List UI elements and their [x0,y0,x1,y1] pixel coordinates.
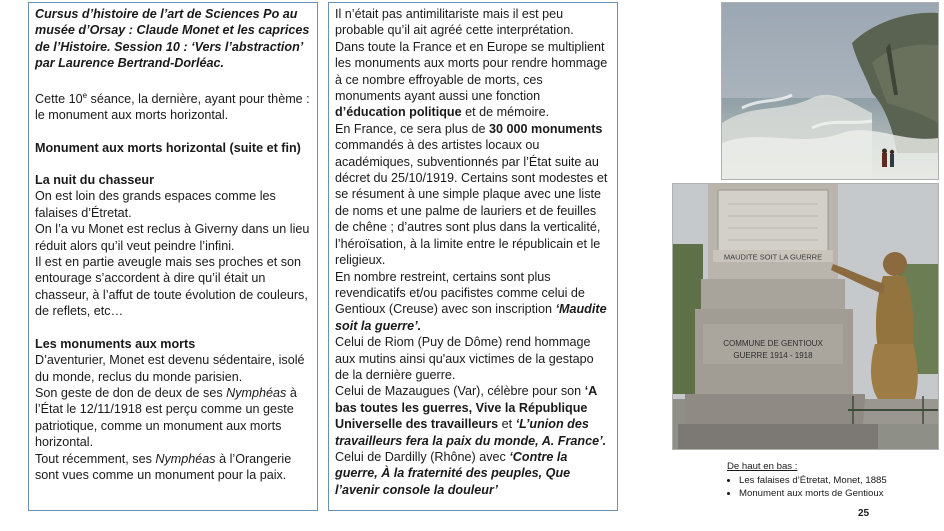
etretat-painting-image [721,2,939,180]
paragraph-france-count: En France, ce sera plus de 30 000 monuments commandés à des artistes locaux ou académiques, subventionnés par l’État suite au décret du 25/10/1919. Certains sont modestes et se résument à une simple plaque avec une liste de noms et une palme de lauriers et de feuilles de chêne ; d’autres sont plus dans la verticalité, l’héroïsation, à la limite entre le républicain et le religieux. [335,121,608,268]
paragraph-donation: Son geste de don de deux de ses Nymphéas à l’État le 12/11/1918 est perçu comme un geste patriotique, comme un monument aux morts horizontal. [35,385,297,450]
caption-item-gentioux: • Monument aux morts de Gentioux [739,487,939,500]
monument-dates-inscription: GUERRE 1914 - 1918 [733,351,813,360]
paragraph-sedentary: D’aventurier, Monet est devenu sédentaire, isolé du monde, reclus du monde parisien. [35,353,305,384]
left-text-column [28,2,318,511]
image-caption [727,460,939,500]
gentioux-monument-svg [673,184,938,449]
section-heading-hunter: La nuit du chasseur [35,173,154,188]
paragraph-dardilly: Celui de Dardilly (Rhône) avec ‘Contre la guerre, À la fraternité des peuples, Que l’avenir console la douleur’ [335,449,571,497]
session-title: Cursus d’histoire de l’art de Sciences Po au musée d’Orsay : Claude Monet et les caprices de l’Histoire. Session 10 : ‘Vers l’abstraction’ par Laurence Bertrand-Dorléac. [35,7,310,71]
paragraph-etretat: On est loin des grands espaces comme les falaises d’Étretat. [35,189,276,220]
paragraph-giverny: On l’a vu Monet est reclus à Giverny dans un lieu réduit alors qu’il veut peindre l’infini. [35,222,310,253]
etretat-painting-svg [722,3,938,179]
caption-item-etretat: • Les falaises d’Étretat, Monet, 1885 [739,474,939,487]
gentioux-monument-photo [672,183,939,450]
monument-commune-inscription: COMMUNE DE GENTIOUX [723,339,823,348]
section-heading-horizontal-monument: Monument aux morts horizontal (suite et fin) [35,140,301,155]
section-heading-war-memorials: Les monuments aux morts [35,336,196,351]
paragraph-riom: Celui de Riom (Puy de Dôme) rend hommage aux mutins ainsi qu'aux victimes de la gestapo de la dernière guerre. [335,335,594,382]
paragraph-gentioux: En nombre restreint, certains sont plus revendicatifs et/ou pacifistes comme celui de Gentioux (Creuse) avec son inscription ‘Maudite soit la guerre’. [335,269,607,333]
paragraph-orangerie: Tout récemment, ses Nymphéas à l’Orangerie sont vues comme un monument pour la paix. [35,451,292,482]
monument-plaque-inscription: MAUDITE SOIT LA GUERRE [723,252,823,262]
paragraph-blind-hunter: Il est en partie aveugle mais ses proches et son entourage s’accordent à dire qu’il était un chasseur, à l’affut de toute évolution de couleurs, de reflets, etc… [35,255,308,319]
middle-text-column [328,2,618,511]
paragraph-mazaugues: Celui de Mazaugues (Var), célèbre pour son ‘A bas toutes les guerres, Vive la République Universelle des travailleurs et ‘L’union des travailleurs fera la paix du monde, A. France’. [335,384,607,448]
caption-list [727,474,939,500]
paragraph-antimilitarist: Il n’était pas antimilitariste mais il est peu probable qu’il ait agréé cette interprétation. [335,7,574,38]
page-number: 25 [858,508,870,519]
intro-paragraph: Cette 10e séance, la dernière, ayant pour thème : le monument aux morts horizontal. [35,90,310,123]
caption-title: De haut en bas : [727,461,798,472]
paragraph-monuments-multiply: Dans toute la France et en Europe se multiplient les monuments aux morts pour rendre hommage à ce nombre effroyable de morts, ces monuments ayant aussi une fonction d’éducation politique et de mémoire. [335,39,608,120]
